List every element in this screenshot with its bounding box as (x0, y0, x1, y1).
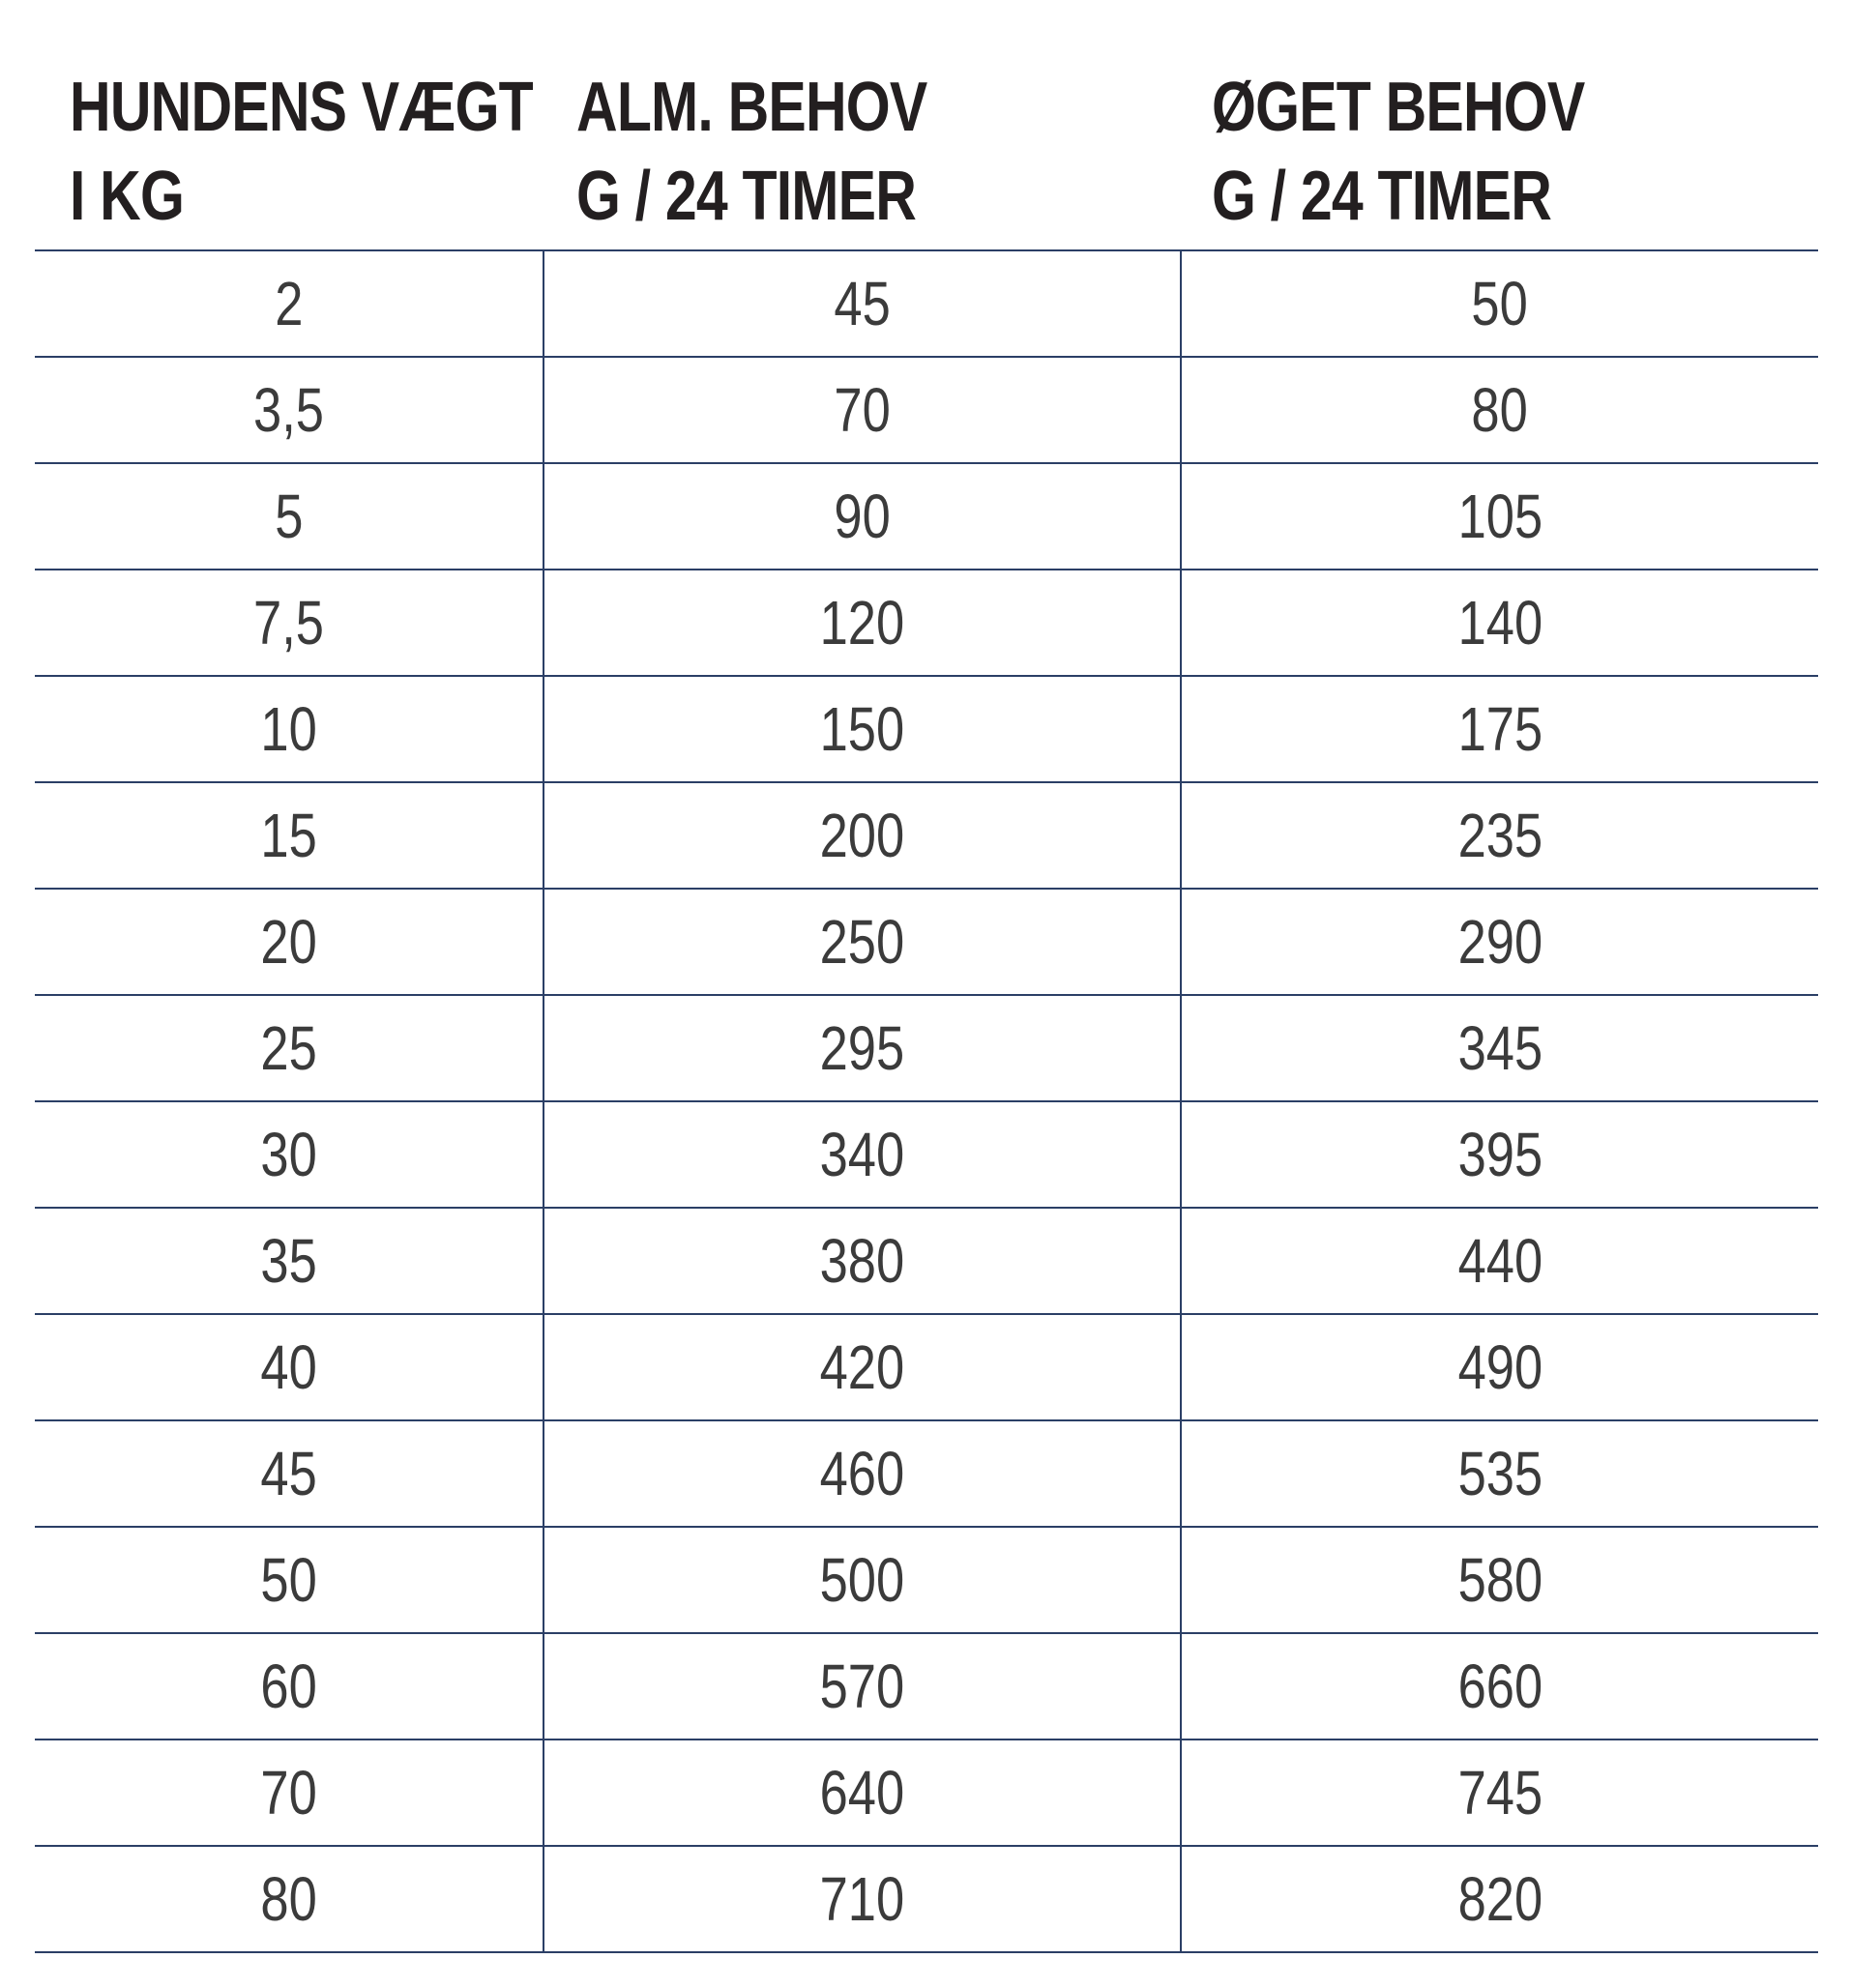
normal-need-cell (544, 463, 1181, 570)
weight-cell (35, 570, 544, 676)
weight-cell (35, 676, 544, 782)
increased-need-cell (1181, 1740, 1818, 1846)
normal-need-value: 200 (819, 801, 905, 870)
weight-cell (35, 1101, 544, 1208)
increased-need-value: 535 (1457, 1439, 1542, 1508)
table-row (35, 676, 1818, 782)
weight-cell (35, 1633, 544, 1740)
normal-need-cell (544, 782, 1181, 889)
weight-value: 25 (260, 1013, 317, 1083)
table-row (35, 1420, 1818, 1527)
increased-need-cell (1181, 570, 1818, 676)
feeding-table-body (35, 250, 1818, 1952)
increased-need-cell (1181, 250, 1818, 357)
weight-value: 40 (260, 1332, 317, 1402)
weight-value: 5 (274, 482, 304, 551)
table-row (35, 1208, 1818, 1314)
table-row (35, 357, 1818, 463)
normal-need-value: 380 (819, 1226, 905, 1296)
table-row (35, 889, 1818, 995)
normal-need-value: 295 (819, 1013, 905, 1083)
table-row (35, 1846, 1818, 1952)
increased-need-value: 580 (1457, 1545, 1542, 1615)
increased-need-cell (1181, 463, 1818, 570)
table-row (35, 1527, 1818, 1633)
weight-value: 70 (260, 1758, 317, 1827)
table-row (35, 1101, 1818, 1208)
increased-need-cell (1181, 676, 1818, 782)
header-increased-need (1212, 63, 1584, 241)
increased-need-value: 660 (1457, 1652, 1542, 1721)
increased-need-value: 140 (1457, 588, 1542, 658)
weight-cell (35, 782, 544, 889)
weight-value: 3,5 (253, 375, 324, 445)
increased-need-cell (1181, 1633, 1818, 1740)
weight-value: 2 (274, 269, 304, 338)
table-row (35, 1633, 1818, 1740)
increased-need-value: 105 (1457, 482, 1542, 551)
increased-need-value: 345 (1457, 1013, 1542, 1083)
normal-need-value: 70 (834, 375, 891, 445)
increased-need-value: 50 (1471, 269, 1529, 338)
weight-cell (35, 995, 544, 1101)
normal-need-value: 710 (819, 1864, 905, 1934)
weight-value: 7,5 (253, 588, 324, 658)
header-normal-need-line-2: G / 24 TIMER (576, 158, 917, 235)
weight-value: 80 (260, 1864, 317, 1934)
table-row (35, 463, 1818, 570)
increased-need-cell (1181, 357, 1818, 463)
header-weight-line-2: I KG (70, 158, 185, 235)
increased-need-value: 235 (1457, 801, 1542, 870)
increased-need-value: 175 (1457, 694, 1542, 764)
header-increased-need-line-2: G / 24 TIMER (1212, 158, 1552, 235)
normal-need-cell (544, 1314, 1181, 1420)
increased-need-cell (1181, 1420, 1818, 1527)
normal-need-value: 420 (819, 1332, 905, 1402)
weight-value: 35 (260, 1226, 317, 1296)
weight-cell (35, 1527, 544, 1633)
header-weight (70, 63, 533, 241)
normal-need-cell (544, 1846, 1181, 1952)
feeding-table (35, 249, 1818, 1953)
normal-need-value: 150 (819, 694, 905, 764)
normal-need-cell (544, 889, 1181, 995)
table-row (35, 250, 1818, 357)
normal-need-value: 500 (819, 1545, 905, 1615)
increased-need-value: 820 (1457, 1864, 1542, 1934)
normal-need-value: 90 (834, 482, 891, 551)
normal-need-value: 640 (819, 1758, 905, 1827)
normal-need-cell (544, 1527, 1181, 1633)
table-row (35, 570, 1818, 676)
weight-value: 30 (260, 1120, 317, 1189)
weight-cell (35, 1740, 544, 1846)
header-weight-line-1: HUNDENS VÆGT (70, 69, 533, 146)
normal-need-value: 250 (819, 907, 905, 977)
normal-need-cell (544, 1420, 1181, 1527)
normal-need-value: 120 (819, 588, 905, 658)
normal-need-value: 460 (819, 1439, 905, 1508)
normal-need-cell (544, 1208, 1181, 1314)
normal-need-cell (544, 1101, 1181, 1208)
table-row (35, 995, 1818, 1101)
header-normal-need-line-1: ALM. BEHOV (576, 69, 927, 146)
increased-need-value: 745 (1457, 1758, 1542, 1827)
weight-value: 15 (260, 801, 317, 870)
normal-need-value: 570 (819, 1652, 905, 1721)
weight-cell (35, 250, 544, 357)
increased-need-value: 490 (1457, 1332, 1542, 1402)
increased-need-value: 80 (1471, 375, 1529, 445)
increased-need-value: 395 (1457, 1120, 1542, 1189)
weight-value: 20 (260, 907, 317, 977)
increased-need-cell (1181, 995, 1818, 1101)
normal-need-value: 340 (819, 1120, 905, 1189)
weight-value: 45 (260, 1439, 317, 1508)
normal-need-cell (544, 570, 1181, 676)
weight-cell (35, 1846, 544, 1952)
table-row (35, 1314, 1818, 1420)
increased-need-value: 290 (1457, 907, 1542, 977)
weight-cell (35, 1208, 544, 1314)
weight-cell (35, 357, 544, 463)
weight-cell (35, 463, 544, 570)
weight-value: 50 (260, 1545, 317, 1615)
normal-need-cell (544, 250, 1181, 357)
normal-need-cell (544, 1633, 1181, 1740)
table-row (35, 1740, 1818, 1846)
header-normal-need (576, 63, 926, 241)
normal-need-value: 45 (834, 269, 891, 338)
table-row (35, 782, 1818, 889)
normal-need-cell (544, 357, 1181, 463)
increased-need-cell (1181, 1527, 1818, 1633)
weight-value: 60 (260, 1652, 317, 1721)
normal-need-cell (544, 1740, 1181, 1846)
increased-need-cell (1181, 1846, 1818, 1952)
increased-need-cell (1181, 889, 1818, 995)
weight-cell (35, 1314, 544, 1420)
weight-value: 10 (260, 694, 317, 764)
increased-need-cell (1181, 782, 1818, 889)
increased-need-cell (1181, 1101, 1818, 1208)
increased-need-cell (1181, 1208, 1818, 1314)
weight-cell (35, 1420, 544, 1527)
normal-need-cell (544, 995, 1181, 1101)
weight-cell (35, 889, 544, 995)
table-header (0, 63, 1851, 237)
increased-need-value: 440 (1457, 1226, 1542, 1296)
normal-need-cell (544, 676, 1181, 782)
increased-need-cell (1181, 1314, 1818, 1420)
header-increased-need-line-1: ØGET BEHOV (1212, 69, 1585, 146)
